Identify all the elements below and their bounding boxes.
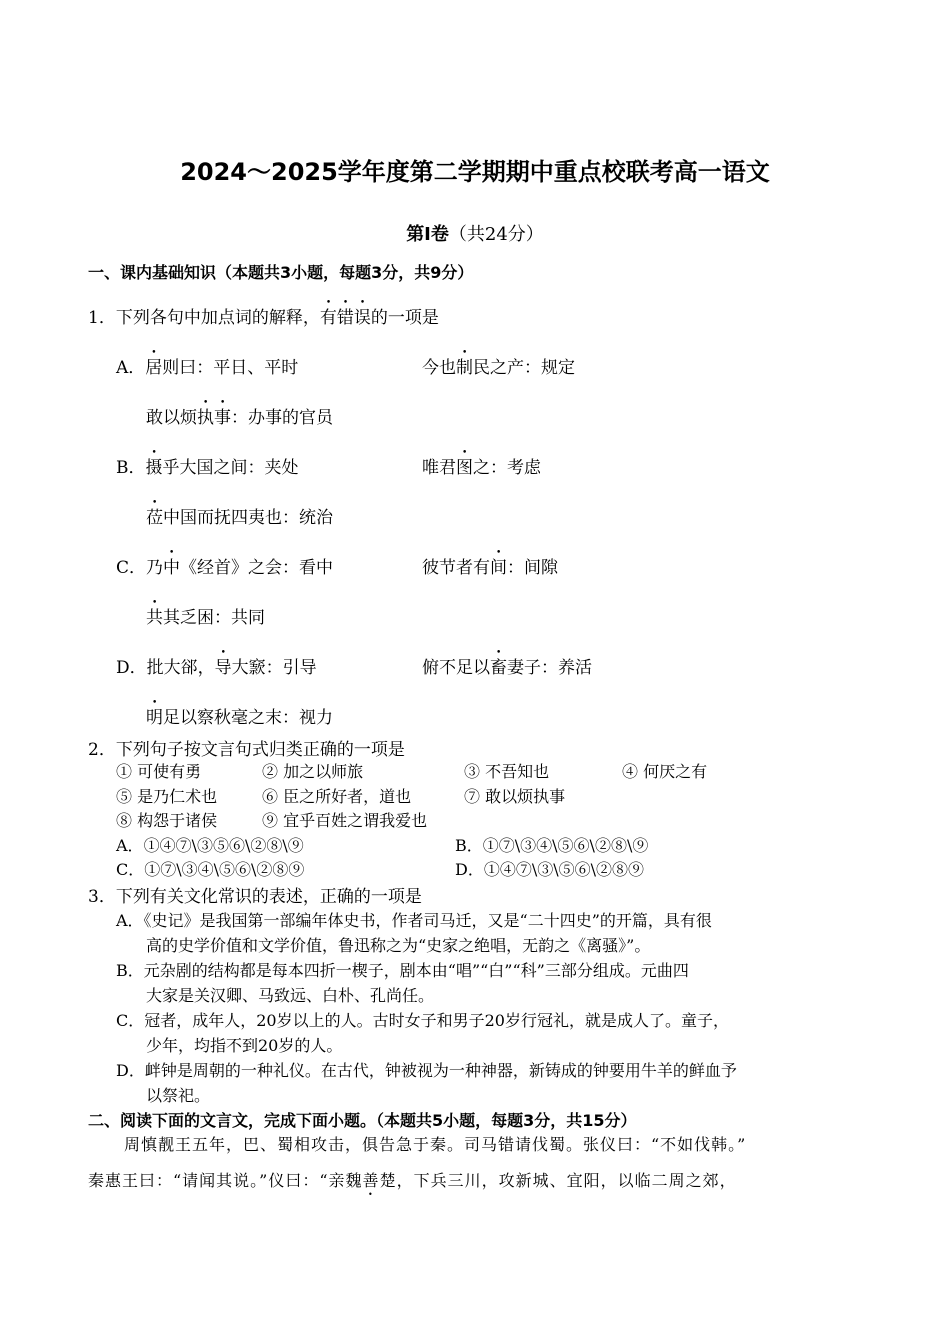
- q1-option-c-item2: [422, 548, 558, 578]
- q1-stem: [88, 298, 439, 328]
- q3-option-d-line1: D．衅钟是周朝的一种礼仪。在古代，钟被视为一种神器，新铸成的钟要用牛羊的鲜血予: [116, 1061, 737, 1080]
- passage-line-2: [88, 1168, 737, 1199]
- q2-option-a: [116, 833, 304, 856]
- dotted-word: 间: [490, 558, 507, 578]
- option-label: D．: [116, 658, 147, 678]
- passage-text: 秦惠王曰：“请闻其说。”仪曰：“亲魏: [88, 1171, 363, 1190]
- q2-item: ③ 不吾知也: [464, 762, 550, 781]
- text: 俯不足以: [422, 658, 490, 678]
- dotted-word: 执事: [197, 408, 231, 428]
- passage-text: 楚，下兵三川，攻新城、宜阳，以临二周之郊，: [379, 1171, 737, 1190]
- dotted-word: 中: [163, 558, 181, 578]
- dotted-word: 共: [146, 608, 163, 628]
- gloss-text: 之：考虑: [473, 458, 541, 478]
- option-label: C．: [116, 558, 147, 578]
- q2-stem: 2．下列句子按文言句式归类正确的一项是: [88, 740, 405, 760]
- q3-option-c-line1: C．冠者，成年人，20岁以上的人。古时女子和男子20岁行冠礼，就是成人了。童子，: [116, 1011, 729, 1030]
- gloss-text: 大窾：引导: [231, 658, 317, 678]
- option-label: C．: [116, 860, 145, 879]
- q2-item: ⑨ 宜乎百姓之谓我爱也: [262, 811, 428, 830]
- option-text: ①④⑦\③⑤⑥\②⑧\⑨: [143, 836, 304, 855]
- dotted-word: 制: [456, 358, 473, 378]
- q3-option-b-line1: B．元杂剧的结构都是每本四折一楔子，剧本由“唱”“白”“科”三部分组成。元曲四: [116, 961, 689, 980]
- text: 乃: [146, 558, 164, 578]
- option-text: ①④⑦\③\⑤⑥\②⑧⑨: [483, 860, 645, 879]
- volume-label: 第Ⅰ卷: [406, 224, 449, 245]
- option-label: A．: [116, 836, 144, 855]
- q3-stem: 3．下列有关文化常识的表述，正确的一项是: [88, 887, 422, 907]
- q1-option-a-item3: [146, 398, 333, 428]
- q3-option-b-line2: 大家是关汉卿、马致远、白朴、孔尚任。: [146, 986, 435, 1005]
- dotted-word: 畜: [490, 658, 507, 678]
- section2-heading: 二、阅读下面的文言文，完成下面小题。（本题共5小题，每题3分，共15分）: [88, 1111, 637, 1130]
- dotted-word: 莅: [146, 508, 163, 528]
- q1-option-a-item2: [422, 348, 575, 378]
- text: 彼节者有: [422, 558, 490, 578]
- volume-points: （共24分）: [448, 224, 544, 245]
- gloss-text: 足以察秋毫之末：视力: [163, 708, 333, 728]
- option-label: D．: [455, 860, 484, 879]
- gloss-text: ：间隙: [507, 558, 558, 578]
- q2-option-b: [455, 833, 648, 856]
- q1-option-d: [116, 648, 317, 678]
- text: 今也: [422, 358, 456, 378]
- q2-item: ④ 何厌之有: [622, 762, 708, 781]
- q1-option-b: [116, 448, 299, 478]
- q2-item: ② 加之以师旅: [262, 762, 364, 781]
- text: 敢以烦: [146, 408, 197, 428]
- gloss-text: ：办事的官员: [231, 408, 333, 428]
- q1-option-c: [116, 548, 333, 578]
- text: 唯君: [422, 458, 456, 478]
- q3-option-c-line2: 少年，均指不到20岁的人。: [146, 1036, 343, 1055]
- dotted-word: 善: [362, 1171, 380, 1190]
- dotted-word: 明: [146, 708, 163, 728]
- option-text: ①⑦\③④\⑤⑥\②⑧⑨: [144, 860, 305, 879]
- gloss-text: 则曰：平日、平时: [162, 358, 299, 378]
- gloss-text: 乎大国之间：夹处: [162, 458, 299, 478]
- dotted-word: 导: [214, 658, 232, 678]
- q2-item: ⑧ 构怨于诸侯: [116, 811, 218, 830]
- q2-item: ⑥ 臣之所好者，道也: [262, 787, 412, 806]
- q1-option-d-item2: [422, 648, 592, 678]
- q2-item: ⑦ 敢以烦执事: [464, 787, 566, 806]
- q1-stem-post: 的一项是: [370, 308, 439, 328]
- dotted-word: 摄: [145, 458, 163, 478]
- gloss-text: 其乏困：共同: [163, 608, 265, 628]
- option-label: B．: [116, 458, 146, 478]
- q1-option-c-item3: [146, 598, 265, 628]
- option-label: B．: [455, 836, 483, 855]
- q1-stem-pre: 1．下列各句中加点词的解释，: [88, 308, 320, 328]
- volume-heading: [0, 220, 950, 246]
- q1-option-d-item3: [146, 698, 333, 728]
- passage-line-1: 周慎靓王五年，巴、蜀相攻击，俱告急于秦。司马错请伐蜀。张仪曰：“不如伐韩。”: [124, 1135, 747, 1154]
- page-title: 2024～2025学年度第二学期期中重点校联考高一语文: [180, 158, 770, 186]
- q1-option-b-item3: [146, 498, 333, 528]
- q3-option-a-line1: A．《史记》是我国第一部编年体史书，作者司马迁，又是“二十四史”的开篇，具有很: [116, 911, 712, 930]
- q1-option-a: [116, 348, 298, 378]
- q1-option-b-item2: [422, 448, 541, 478]
- q1-stem-dot: 有错误: [319, 308, 371, 328]
- dotted-word: 居: [145, 358, 163, 378]
- text: 批大郤，: [146, 658, 215, 678]
- dotted-word: 图: [456, 458, 473, 478]
- q2-item: ① 可使有勇: [116, 762, 202, 781]
- gloss-text: 中国而抚四夷也：统治: [163, 508, 333, 528]
- gloss-text: 妻子：养活: [507, 658, 592, 678]
- q3-option-d-line2: 以祭祀。: [146, 1086, 211, 1105]
- gloss-text: 《经首》之会：看中: [180, 558, 334, 578]
- q2-item: ⑤ 是乃仁术也: [116, 787, 218, 806]
- gloss-text: 民之产：规定: [473, 358, 575, 378]
- q3-option-a-line2: 高的史学价值和文学价值，鲁迅称之为“史家之绝唱，无韵之《离骚》”。: [146, 936, 651, 955]
- q2-option-d: [455, 857, 644, 880]
- section1-heading: 一、课内基础知识（本题共3小题，每题3分，共9分）: [88, 263, 474, 282]
- option-text: ①⑦\③④\⑤⑥\②⑧\⑨: [482, 836, 649, 855]
- option-label: A．: [116, 358, 146, 378]
- q2-option-c: [116, 857, 304, 880]
